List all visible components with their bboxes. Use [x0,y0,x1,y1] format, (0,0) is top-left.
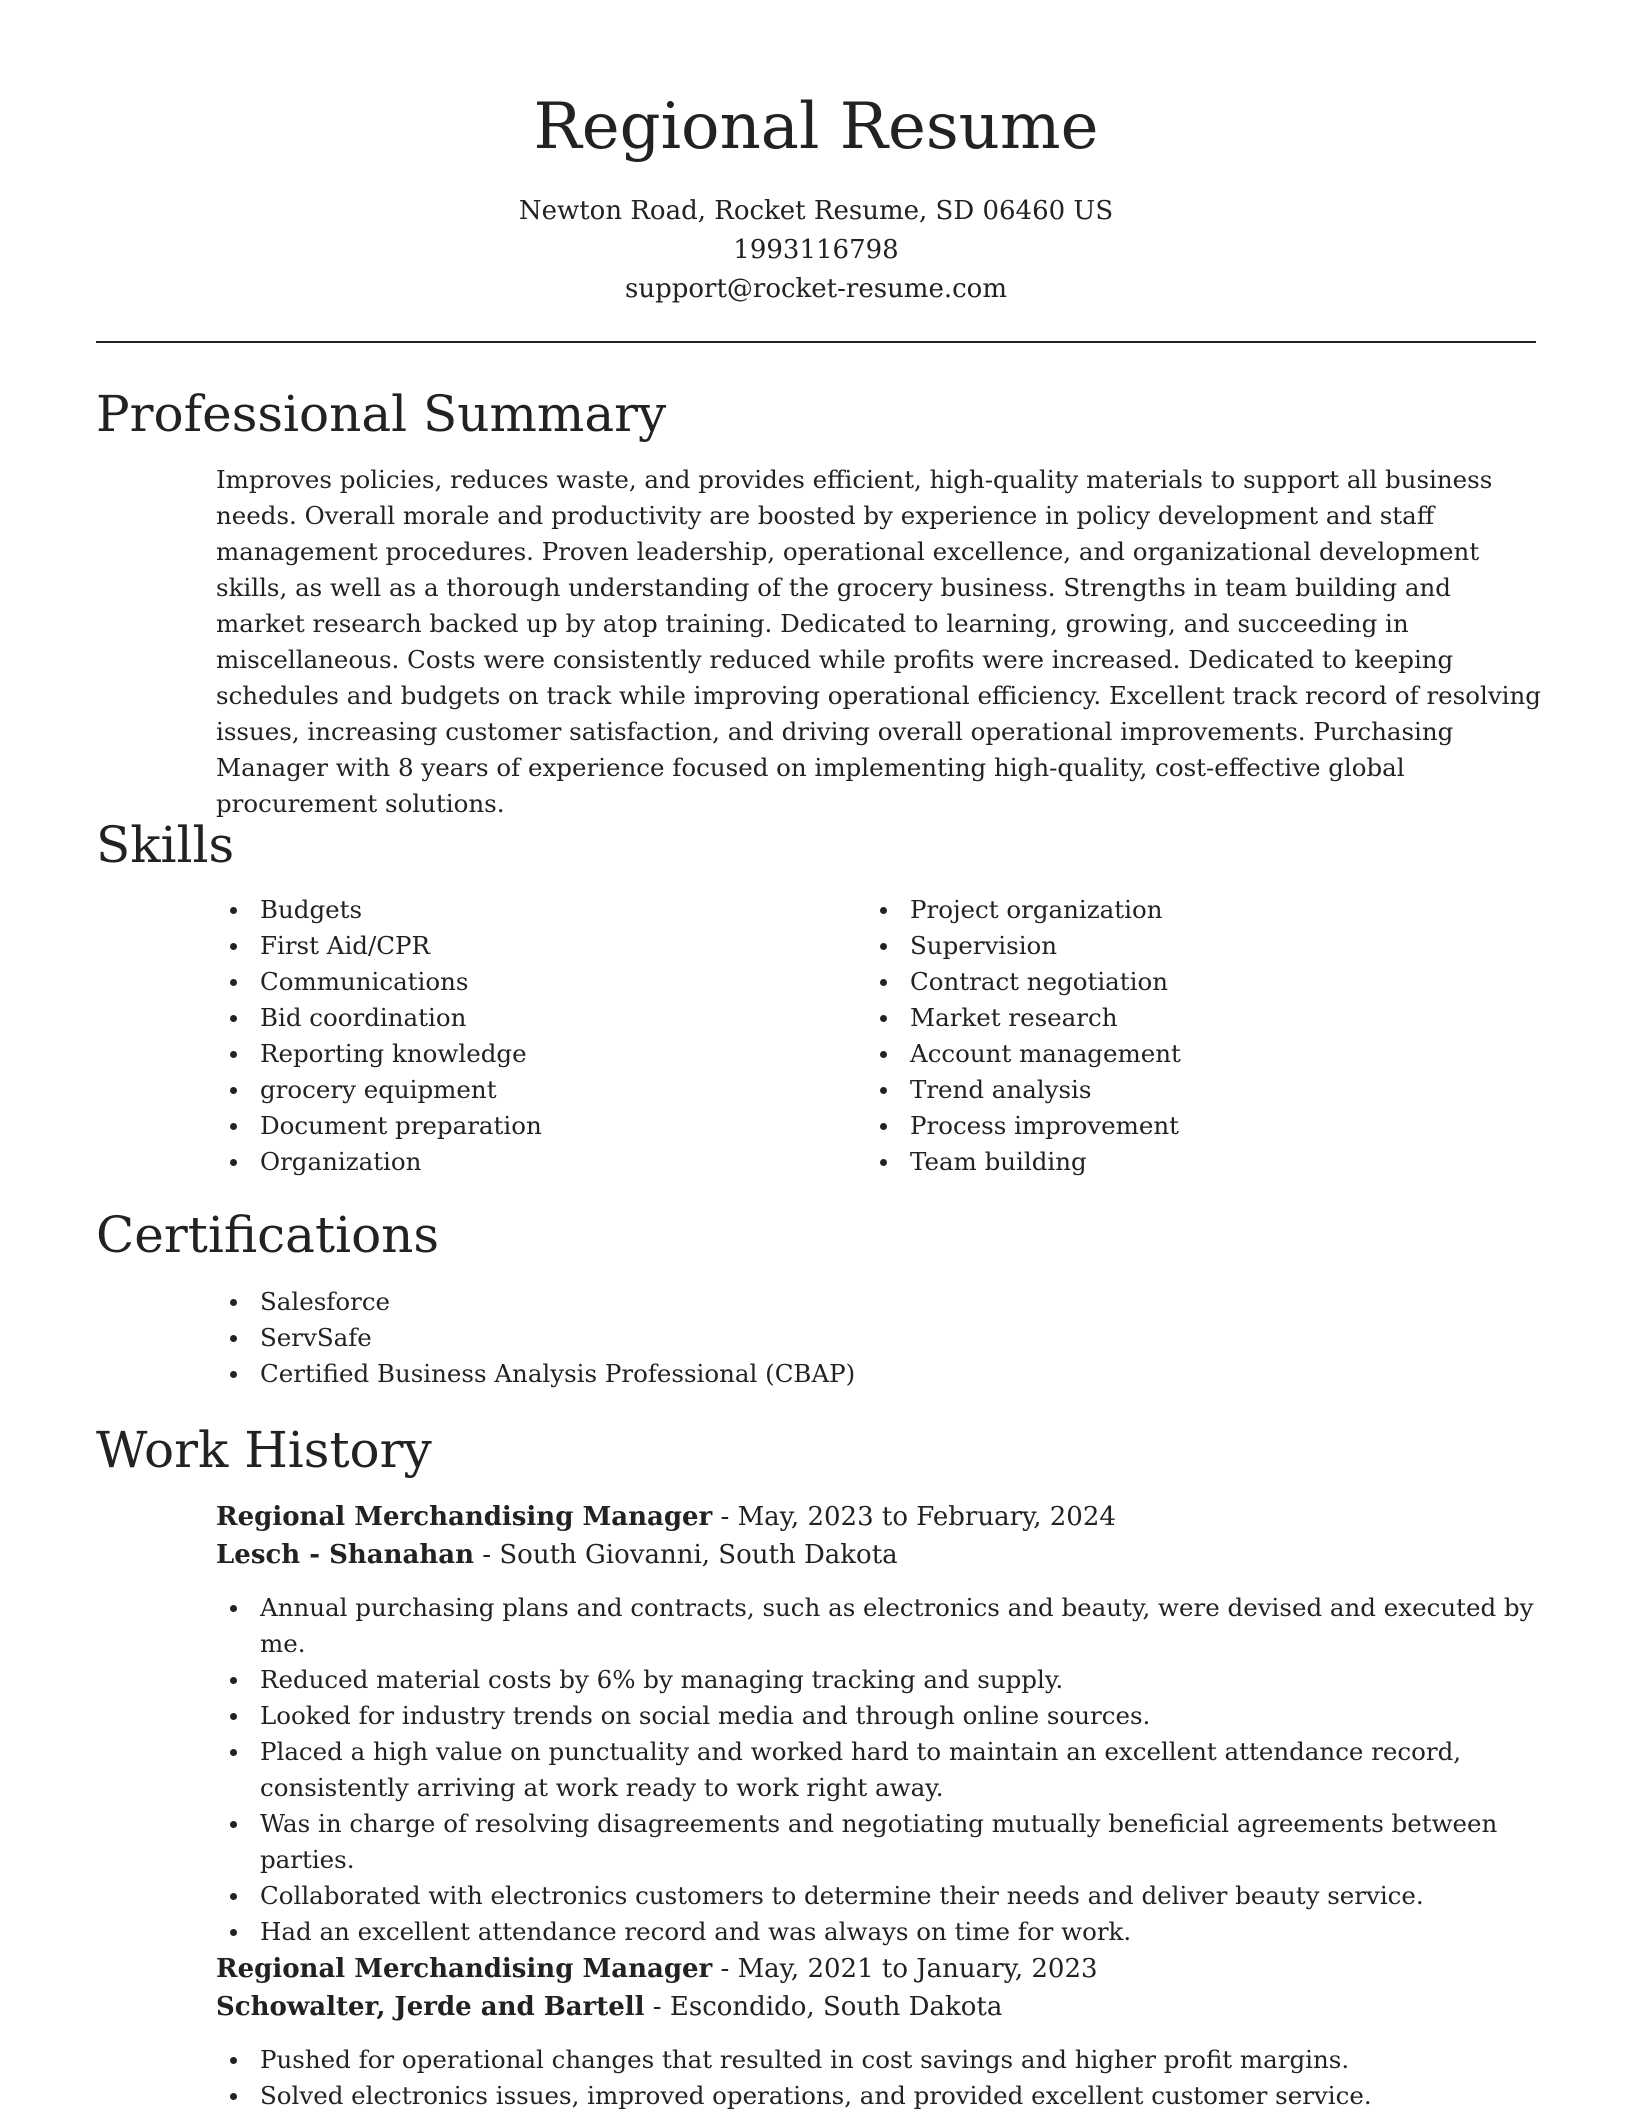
contact-block [0,192,1632,309]
certification-item: ServSafe [216,1320,1216,1356]
work-history-heading: Work History [96,1421,432,1479]
job-bullet: Was in charge of resolving disagreements and negotiating mutually beneficial agreements between parties. [216,1806,1546,1878]
skills-list-right [866,892,1466,1180]
job-bullet: Collaborated with electronics customers to determine their needs and deliver beauty service. [216,1878,1546,1914]
job-bullet: Annual purchasing plans and contracts, such as electronics and beauty, were devised and executed by me. [216,1590,1546,1662]
job-bullet: Reduced material costs by 6% by managing tracking and supply. [216,1662,1546,1698]
resume-name: Regional Resume [533,90,1099,164]
skill-item: Communications [216,964,816,1000]
skills-list-left [216,892,816,1180]
contact-address: Newton Road, Rocket Resume, SD 06460 US [518,196,1114,226]
job-title-line [216,1498,1546,1536]
job-dates: May, 2023 to February, 2024 [737,1502,1116,1532]
job-bullet: Had an excellent attendance record and was always on time for work. [216,1914,1546,1950]
skill-item: Process improvement [866,1108,1466,1144]
job-bullet: Pushed for operational changes that resulted in cost savings and higher profit margins. [216,2042,1546,2078]
job-role: Regional Merchandising Manager [216,1954,713,1984]
contact-email: support@rocket-resume.com [624,274,1007,304]
job-bullet-list [216,2042,1546,2114]
skill-item: Bid coordination [216,1000,816,1036]
separator: - [712,1502,738,1532]
certifications-heading: Certifications [96,1206,440,1264]
job-company-line [216,1536,1546,1574]
summary-text: Improves policies, reduces waste, and provides efficient, high-quality materials to support all business needs. Overall morale and productivity are boosted by experience in policy development and staff management procedures. Proven leadership, operational excellence, and organizational development skills, as well as a thorough understanding of the grocery business. Strengths in team building and market research backed up by atop training. Dedicated to learning, growing, and succeeding in miscellaneous. Costs were consistently reduced while profits were increased. Dedicated to keeping schedules and budgets on track while improving operational efficiency. Excellent track record of resolving issues, increasing customer satisfaction, and driving overall operational improvements. Purchasing Manager with 8 years of experience focused on implementing high-quality, cost-effective global procurement solutions. [216,465,1541,818]
summary-heading: Professional Summary [96,385,667,443]
contact-phone: 1993116798 [733,235,899,265]
job-company: Lesch - Shanahan [216,1540,475,1570]
skill-item: Project organization [866,892,1466,928]
job-company-line [216,1988,1546,2026]
certification-item: Salesforce [216,1284,1216,1320]
skill-item: Account management [866,1036,1466,1072]
skill-item: Document preparation [216,1108,816,1144]
header-divider [96,341,1536,343]
separator: - [644,1992,670,2022]
job-bullet-list [216,1590,1546,1950]
job-company: Schowalter, Jerde and Bartell [216,1992,645,2022]
skill-item: grocery equipment [216,1072,816,1108]
job-entry [216,1498,1546,1950]
job-location: South Giovanni, South Dakota [499,1540,898,1570]
job-bullet: Looked for industry trends on social media and through online sources. [216,1698,1546,1734]
skills-heading: Skills [96,816,235,874]
separator: - [712,1954,738,1984]
skill-item: Market research [866,1000,1466,1036]
skill-item: Trend analysis [866,1072,1466,1108]
skill-item: Supervision [866,928,1466,964]
job-bullet: Placed a high value on punctuality and worked hard to maintain an excellent attendance record, consistently arriving at work ready to work right away. [216,1734,1546,1806]
separator: - [474,1540,500,1570]
job-title-line [216,1950,1546,1988]
skill-item: First Aid/CPR [216,928,816,964]
skill-item: Budgets [216,892,816,928]
skill-item: Organization [216,1144,816,1180]
certification-item: Certified Business Analysis Professional (CBAP) [216,1356,1216,1392]
job-dates: May, 2021 to January, 2023 [737,1954,1098,1984]
skill-item: Contract negotiation [866,964,1466,1000]
skill-item: Team building [866,1144,1466,1180]
job-entry [216,1950,1546,2114]
job-role: Regional Merchandising Manager [216,1502,713,1532]
job-bullet: Solved electronics issues, improved operations, and provided excellent customer service. [216,2078,1546,2114]
job-location: Escondido, South Dakota [669,1992,1003,2022]
skill-item: Reporting knowledge [216,1036,816,1072]
certifications-list [216,1284,1216,1392]
